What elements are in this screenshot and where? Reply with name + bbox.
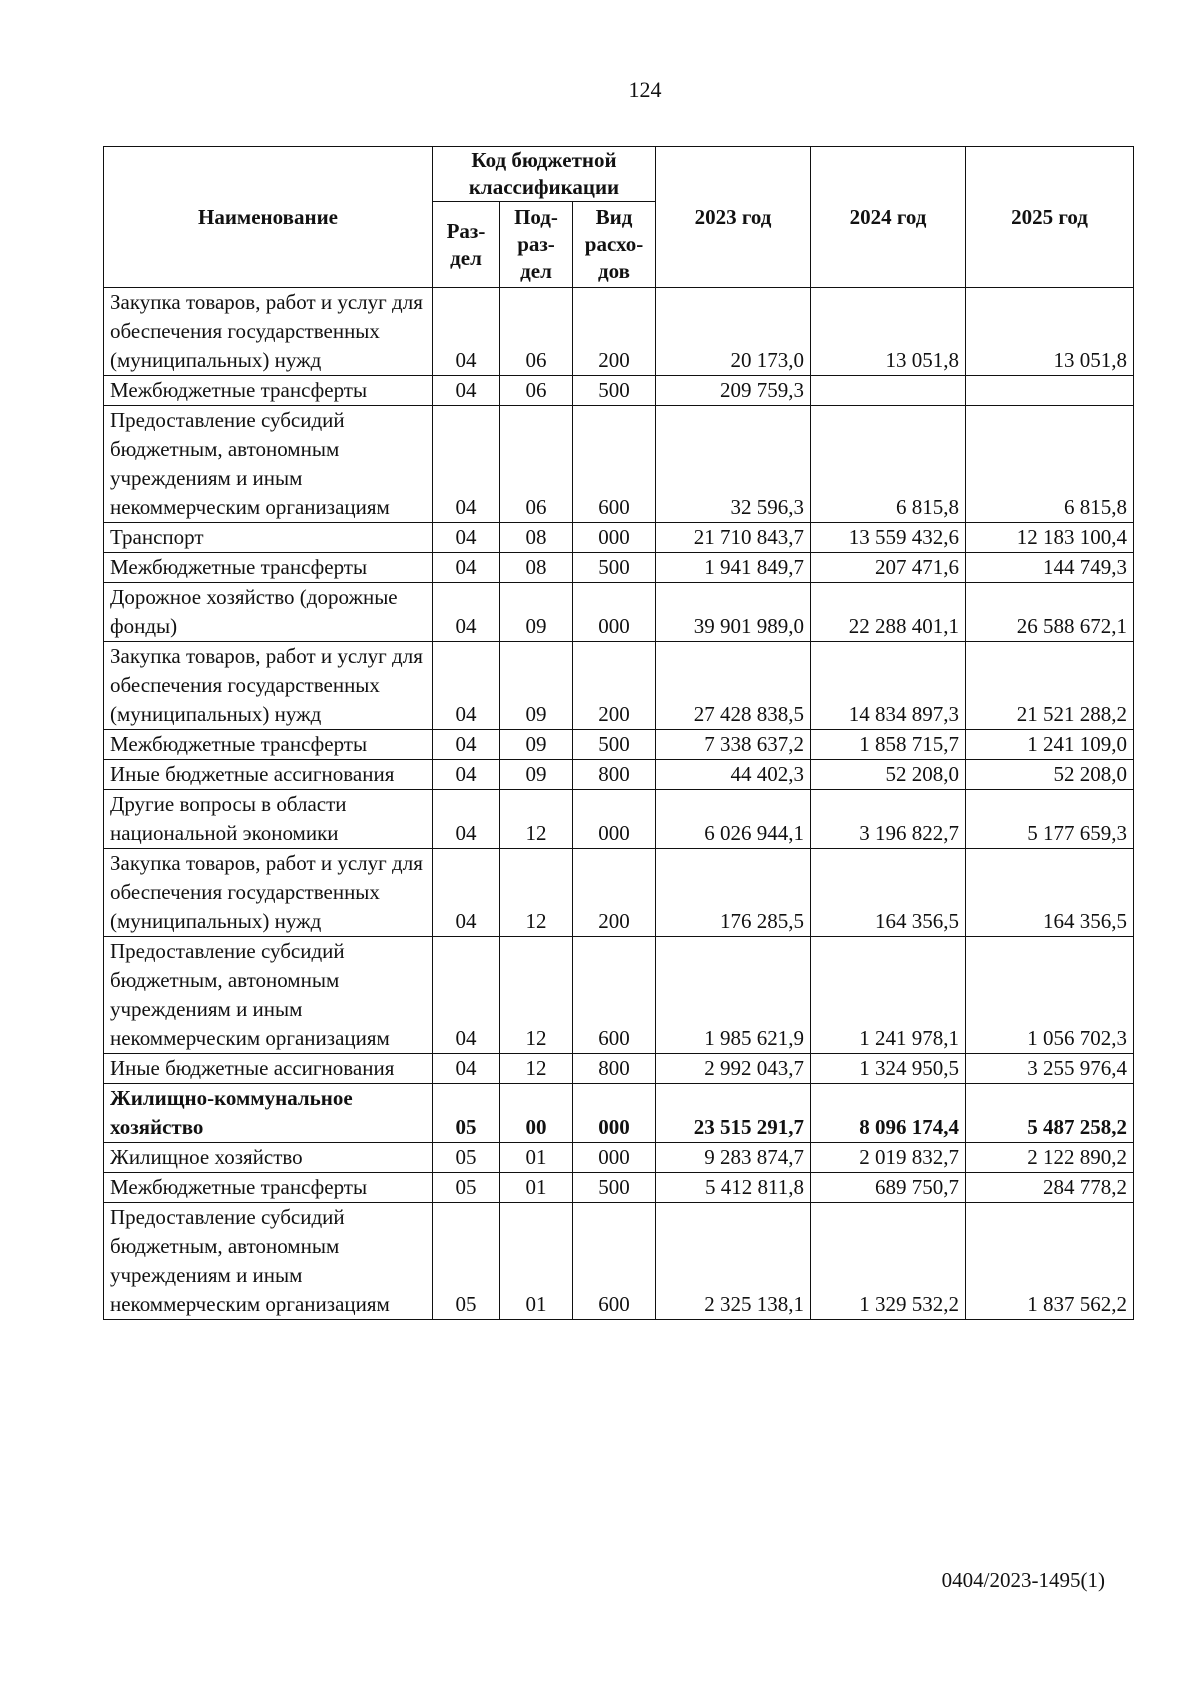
row-name: Дорожное хозяйство (дорожные фонды)	[104, 583, 433, 642]
row-section: 04	[433, 406, 500, 523]
row-expense-type: 800	[573, 760, 656, 790]
row-value-2024: 164 356,5	[811, 849, 966, 937]
table-row	[104, 1173, 1134, 1203]
row-section: 04	[433, 1054, 500, 1084]
table-row	[104, 523, 1134, 553]
row-name: Закупка товаров, работ и услуг для обеспечения государственных (муниципальных) нужд	[104, 849, 433, 937]
row-value-2025: 21 521 288,2	[966, 642, 1134, 730]
row-value-2025: 164 356,5	[966, 849, 1134, 937]
row-section: 05	[433, 1143, 500, 1173]
row-expense-type: 000	[573, 583, 656, 642]
row-subsection: 12	[500, 849, 573, 937]
row-expense-type: 000	[573, 1084, 656, 1143]
row-section: 04	[433, 376, 500, 406]
row-section: 05	[433, 1173, 500, 1203]
row-subsection: 12	[500, 1054, 573, 1084]
table-row	[104, 1143, 1134, 1173]
row-value-2023: 6 026 944,1	[656, 790, 811, 849]
row-value-2025: 13 051,8	[966, 288, 1134, 376]
row-name: Предоставление субсидий бюджетным, автономным учреждениям и иным некоммерческим организациям	[104, 937, 433, 1054]
table-row	[104, 642, 1134, 730]
row-section: 04	[433, 288, 500, 376]
page-number: 124	[628, 77, 662, 102]
row-value-2025: 5 177 659,3	[966, 790, 1134, 849]
row-subsection: 09	[500, 730, 573, 760]
row-value-2025: 1 056 702,3	[966, 937, 1134, 1054]
row-value-2025	[966, 376, 1134, 406]
row-name: Закупка товаров, работ и услуг для обеспечения государственных (муниципальных) нужд	[104, 288, 433, 376]
header-2025: 2025 год	[966, 147, 1134, 288]
row-value-2023: 27 428 838,5	[656, 642, 811, 730]
row-value-2023: 7 338 637,2	[656, 730, 811, 760]
row-subsection: 08	[500, 553, 573, 583]
row-value-2024: 13 051,8	[811, 288, 966, 376]
table-row	[104, 849, 1134, 937]
header-row-top	[104, 147, 1134, 202]
row-expense-type: 200	[573, 849, 656, 937]
row-subsection: 09	[500, 642, 573, 730]
document-code: 0404/2023-1495(1)	[941, 1568, 1105, 1592]
row-name: Предоставление субсидий бюджетным, автономным учреждениям и иным некоммерческим организациям	[104, 1203, 433, 1320]
row-expense-type: 000	[573, 790, 656, 849]
row-value-2025: 5 487 258,2	[966, 1084, 1134, 1143]
row-value-2025: 6 815,8	[966, 406, 1134, 523]
row-value-2023: 23 515 291,7	[656, 1084, 811, 1143]
table-row	[104, 288, 1134, 376]
header-code-group: Код бюджетной классификации	[433, 147, 656, 202]
row-expense-type: 500	[573, 1173, 656, 1203]
row-value-2025: 2 122 890,2	[966, 1143, 1134, 1173]
row-expense-type: 800	[573, 1054, 656, 1084]
row-expense-type: 000	[573, 523, 656, 553]
row-value-2023: 9 283 874,7	[656, 1143, 811, 1173]
table-row	[104, 1084, 1134, 1143]
row-value-2023: 2 992 043,7	[656, 1054, 811, 1084]
row-value-2025: 1 837 562,2	[966, 1203, 1134, 1320]
row-expense-type: 500	[573, 376, 656, 406]
table-row	[104, 406, 1134, 523]
row-value-2023: 20 173,0	[656, 288, 811, 376]
table-row	[104, 760, 1134, 790]
table-row	[104, 790, 1134, 849]
table-row	[104, 730, 1134, 760]
row-subsection: 00	[500, 1084, 573, 1143]
table-row	[104, 553, 1134, 583]
row-value-2024: 1 241 978,1	[811, 937, 966, 1054]
row-section: 04	[433, 730, 500, 760]
row-value-2024: 1 858 715,7	[811, 730, 966, 760]
header-subsection: Под- раз- дел	[500, 202, 573, 288]
row-value-2023: 2 325 138,1	[656, 1203, 811, 1320]
row-subsection: 06	[500, 406, 573, 523]
row-value-2024: 2 019 832,7	[811, 1143, 966, 1173]
row-name: Межбюджетные трансферты	[104, 730, 433, 760]
row-name: Иные бюджетные ассигнования	[104, 1054, 433, 1084]
row-name: Транспорт	[104, 523, 433, 553]
row-subsection: 12	[500, 937, 573, 1054]
row-value-2025: 144 749,3	[966, 553, 1134, 583]
row-value-2024: 13 559 432,6	[811, 523, 966, 553]
row-section: 04	[433, 642, 500, 730]
row-expense-type: 600	[573, 1203, 656, 1320]
row-value-2024	[811, 376, 966, 406]
row-subsection: 12	[500, 790, 573, 849]
row-name: Межбюджетные трансферты	[104, 1173, 433, 1203]
row-value-2023: 5 412 811,8	[656, 1173, 811, 1203]
row-section: 05	[433, 1203, 500, 1320]
row-value-2024: 1 324 950,5	[811, 1054, 966, 1084]
row-value-2023: 44 402,3	[656, 760, 811, 790]
row-value-2023: 21 710 843,7	[656, 523, 811, 553]
row-value-2024: 52 208,0	[811, 760, 966, 790]
row-value-2023: 176 285,5	[656, 849, 811, 937]
row-section: 05	[433, 1084, 500, 1143]
row-value-2024: 3 196 822,7	[811, 790, 966, 849]
table-row	[104, 376, 1134, 406]
row-expense-type: 000	[573, 1143, 656, 1173]
header-2024: 2024 год	[811, 147, 966, 288]
row-expense-type: 200	[573, 642, 656, 730]
header-section: Раз- дел	[433, 202, 500, 288]
row-name: Межбюджетные трансферты	[104, 376, 433, 406]
row-value-2024: 6 815,8	[811, 406, 966, 523]
header-2023: 2023 год	[656, 147, 811, 288]
row-value-2023: 1 941 849,7	[656, 553, 811, 583]
row-name: Жилищно-коммунальное хозяйство	[104, 1084, 433, 1143]
row-section: 04	[433, 553, 500, 583]
row-expense-type: 500	[573, 553, 656, 583]
row-section: 04	[433, 937, 500, 1054]
row-subsection: 09	[500, 583, 573, 642]
table-row	[104, 1054, 1134, 1084]
table-row	[104, 583, 1134, 642]
row-section: 04	[433, 583, 500, 642]
row-value-2024: 22 288 401,1	[811, 583, 966, 642]
row-value-2023: 209 759,3	[656, 376, 811, 406]
row-value-2024: 14 834 897,3	[811, 642, 966, 730]
row-subsection: 01	[500, 1173, 573, 1203]
row-subsection: 01	[500, 1143, 573, 1173]
row-value-2023: 32 596,3	[656, 406, 811, 523]
row-name: Предоставление субсидий бюджетным, автономным учреждениям и иным некоммерческим организациям	[104, 406, 433, 523]
row-subsection: 08	[500, 523, 573, 553]
row-value-2025: 1 241 109,0	[966, 730, 1134, 760]
row-subsection: 06	[500, 376, 573, 406]
row-name: Жилищное хозяйство	[104, 1143, 433, 1173]
row-value-2025: 3 255 976,4	[966, 1054, 1134, 1084]
row-section: 04	[433, 849, 500, 937]
row-expense-type: 600	[573, 406, 656, 523]
budget-table	[103, 146, 1134, 1320]
row-value-2025: 12 183 100,4	[966, 523, 1134, 553]
row-expense-type: 600	[573, 937, 656, 1054]
row-value-2025: 52 208,0	[966, 760, 1134, 790]
header-expense-type: Вид расхо- дов	[573, 202, 656, 288]
row-value-2024: 8 096 174,4	[811, 1084, 966, 1143]
row-subsection: 06	[500, 288, 573, 376]
row-value-2025: 284 778,2	[966, 1173, 1134, 1203]
row-expense-type: 500	[573, 730, 656, 760]
row-subsection: 09	[500, 760, 573, 790]
table-row	[104, 1203, 1134, 1320]
row-name: Иные бюджетные ассигнования	[104, 760, 433, 790]
row-section: 04	[433, 523, 500, 553]
table-row	[104, 937, 1134, 1054]
row-value-2024: 207 471,6	[811, 553, 966, 583]
row-section: 04	[433, 790, 500, 849]
row-name: Закупка товаров, работ и услуг для обеспечения государственных (муниципальных) нужд	[104, 642, 433, 730]
header-name: Наименование	[104, 147, 433, 288]
row-name: Другие вопросы в области национальной экономики	[104, 790, 433, 849]
row-name: Межбюджетные трансферты	[104, 553, 433, 583]
row-value-2025: 26 588 672,1	[966, 583, 1134, 642]
row-value-2024: 689 750,7	[811, 1173, 966, 1203]
row-value-2024: 1 329 532,2	[811, 1203, 966, 1320]
row-expense-type: 200	[573, 288, 656, 376]
table-body	[104, 288, 1134, 1320]
row-subsection: 01	[500, 1203, 573, 1320]
row-section: 04	[433, 760, 500, 790]
row-value-2023: 39 901 989,0	[656, 583, 811, 642]
row-value-2023: 1 985 621,9	[656, 937, 811, 1054]
